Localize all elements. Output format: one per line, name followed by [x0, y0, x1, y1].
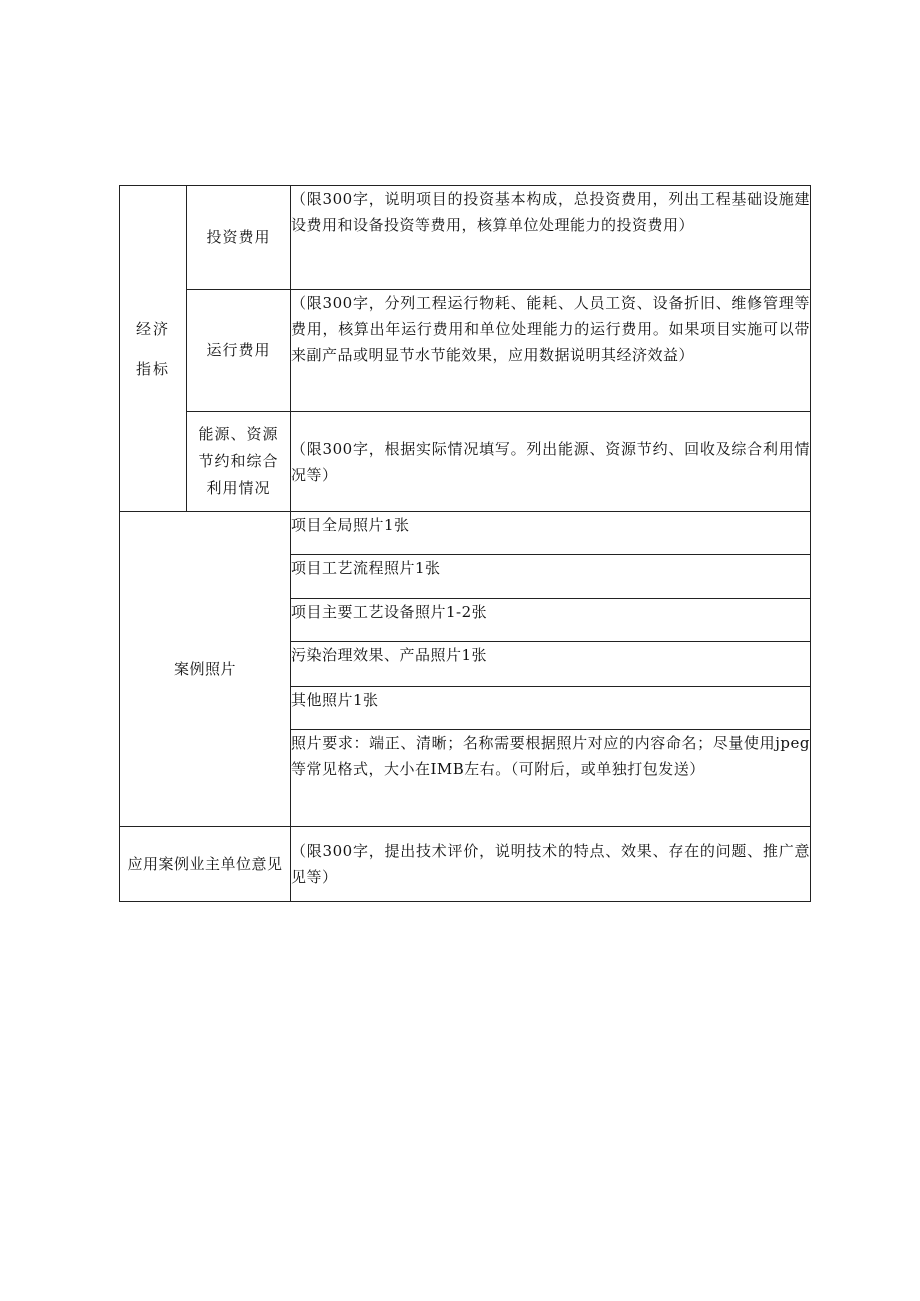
photo-item-effect: 污染治理效果、产品照片1张 [291, 642, 811, 687]
photo-item-overall: 项目全局照片1张 [291, 512, 811, 555]
energy-label-line1: 能源、资源 [198, 425, 279, 443]
energy-label-line3: 利用情况 [206, 479, 271, 497]
case-info-table [119, 185, 811, 902]
photo-item-equipment: 项目主要工艺设备照片1-2张 [291, 599, 811, 642]
economic-label-line1: 经济 [135, 319, 170, 338]
operation-content: （限300字，分列工程运行物耗、能耗、人员工资、设备折旧、维修管理等费用，核算出年运行费用和单位处理能力的运行费用。如果项目实施可以带来副产品或明显节水节能效果，应用数据说明其经济效益） [291, 290, 811, 412]
opinion-row [120, 827, 811, 902]
photo-requirements: 照片要求：端正、清晰；名称需要根据照片对应的内容命名；尽量使用jpeg等常见格式，大小在IMB左右。（可附后，或单独打包发送） [291, 730, 811, 827]
investment-label-cell [187, 186, 291, 290]
investment-content: （限300字，说明项目的投资基本构成，总投资费用，列出工程基础设施建设费用和设备投资等费用，核算单位处理能力的投资费用） [291, 186, 811, 290]
operation-label-cell [187, 290, 291, 412]
investment-label: 投资费用 [206, 228, 271, 246]
energy-content: （限300字，根据实际情况填写。列出能源、资源节约、回收及综合利用情况等） [291, 412, 811, 512]
photo-item-other: 其他照片1张 [291, 687, 811, 730]
energy-label-cell [187, 412, 291, 512]
opinion-label: 应用案例业主单位意见 [120, 827, 291, 902]
energy-row [120, 412, 811, 512]
opinion-content: （限300字，提出技术评价，说明技术的特点、效果、存在的问题、推广意见等） [291, 827, 811, 902]
photos-label: 案例照片 [120, 512, 291, 827]
economic-label-line2: 指标 [135, 359, 170, 378]
economic-indicators-header [120, 186, 187, 512]
operation-row [120, 290, 811, 412]
investment-row [120, 186, 811, 290]
energy-label-line2: 节约和综合 [198, 452, 279, 470]
operation-label: 运行费用 [206, 341, 271, 359]
photo-row [120, 512, 811, 555]
photo-item-process: 项目工艺流程照片1张 [291, 555, 811, 599]
